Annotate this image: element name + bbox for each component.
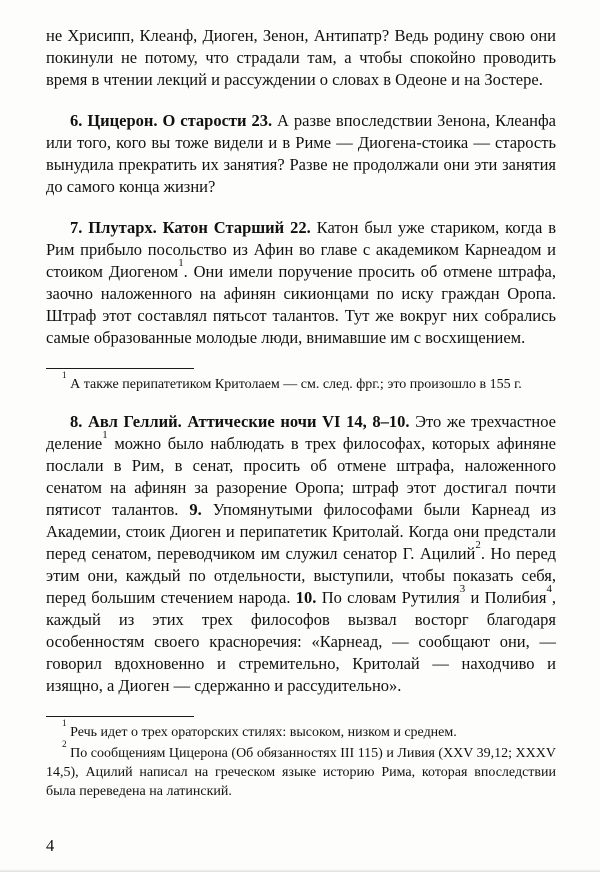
text-run: А разве впоследствии Зенона, Клеанфа или того, кого вы тоже видели и в Риме — Диогена-стоика — старость вынудила прекратить их занятия? Разве не продолжали они эти занятия до самого конца жизни? [46, 111, 557, 196]
text-run: и Полибия [465, 588, 547, 607]
body-paragraph [46, 217, 556, 349]
body-paragraph [46, 110, 556, 198]
text-run: Это же трехчастное деление [46, 412, 556, 453]
footnote-marker: 1 [62, 370, 67, 381]
footnote-marker: 2 [62, 739, 67, 750]
text-run: , каждый из этих трех философов вызвал восторг благодаря особенностям своего красноречия: «Карнеад, — сообщают они, — говорил вдохновенно и стремительно, Критолай — находчиво и изящно, а Диоген — сдержанно и рассудительно». [46, 588, 556, 695]
text-run: . Но перед этим они, каждый по отдельности, выступили, чтобы показать себя, перед большим стечением народа. [46, 544, 556, 607]
footnote-paragraph [46, 739, 556, 801]
section-heading-run: 10. [295, 588, 317, 607]
footnote-marker: 1 [62, 718, 67, 729]
page-number: 4 [46, 836, 55, 855]
text-run: можно было наблюдать в трех философах, которых афиняне послали в Рим, в сенат, просить об отмене штрафа, наложенного сенатом на афинян за разорение Оропа; штраф этот достигал почти пятисот талантов. [46, 434, 556, 519]
section-heading-run: 6. Цицерон. О старости 23. [70, 111, 273, 130]
text-run: А также перипатетиком Критолаем — см. след. фрг.; это произошло в 155 г. [66, 377, 522, 392]
text-run: По сообщениям Цицерона (Об обязанностях III 115) и Ливия (XXV 39,12; XXXV 14,5), Ацилий написал на греческом языке историю Рима, которая впоследствии была переведена на латинский. [46, 746, 556, 799]
text-column [46, 25, 556, 803]
footnote-separator [46, 716, 194, 717]
footnote-marker: 1 [102, 428, 108, 441]
text-run: По словам Рутилия [316, 588, 460, 607]
footnote-marker: 3 [459, 582, 466, 595]
body-paragraph [46, 411, 556, 697]
section-heading-run: 7. Плутарх. Катон Старший 22. [70, 218, 311, 237]
text-run: не Хрисипп, Клеанф, Диоген, Зенон, Антипатр? Ведь родину свою они покинули не потому, что страдали там, а чтобы спокойно проводить время в чтении лекций и рассуждении о словах в Одеоне и на Зостере. [46, 26, 556, 89]
footnote-paragraph [46, 370, 556, 394]
footnote-paragraph [46, 718, 556, 742]
body-paragraph [46, 25, 556, 91]
footnote-marker: 2 [475, 538, 481, 551]
footnote-marker: 1 [178, 256, 184, 269]
text-run: Катон был уже стариком, когда в Рим прибыло посольство из Афин во главе с академиком Карнеадом и стоиком Диогеном [46, 218, 556, 281]
text-run: . Они имели поручение просить об отмене штрафа, заочно наложенного на афинян сикионцами по иску граждан Оропа. Штраф этот составлял пятьсот талантов. Тут же вокруг них собрались самые образованные молодые люди, внимавшие им с восхищением. [46, 262, 556, 347]
footnote-marker: 4 [546, 582, 552, 595]
section-heading-run: 8. Авл Геллий. Аттические ночи VI 14, 8–10. [70, 412, 410, 431]
text-run: Речь идет о трех ораторских стилях: высоком, низком и среднем. [66, 725, 457, 740]
section-heading-run: 9. [189, 500, 202, 519]
footnote-separator [46, 368, 194, 369]
text-run: Упомянутыми философами были Карнеад из Академии, стоик Диоген и перипатетик Критолай. Когда они предстали перед сенатом, переводчиком им служил сенатор Г. Ацилий [46, 500, 556, 563]
